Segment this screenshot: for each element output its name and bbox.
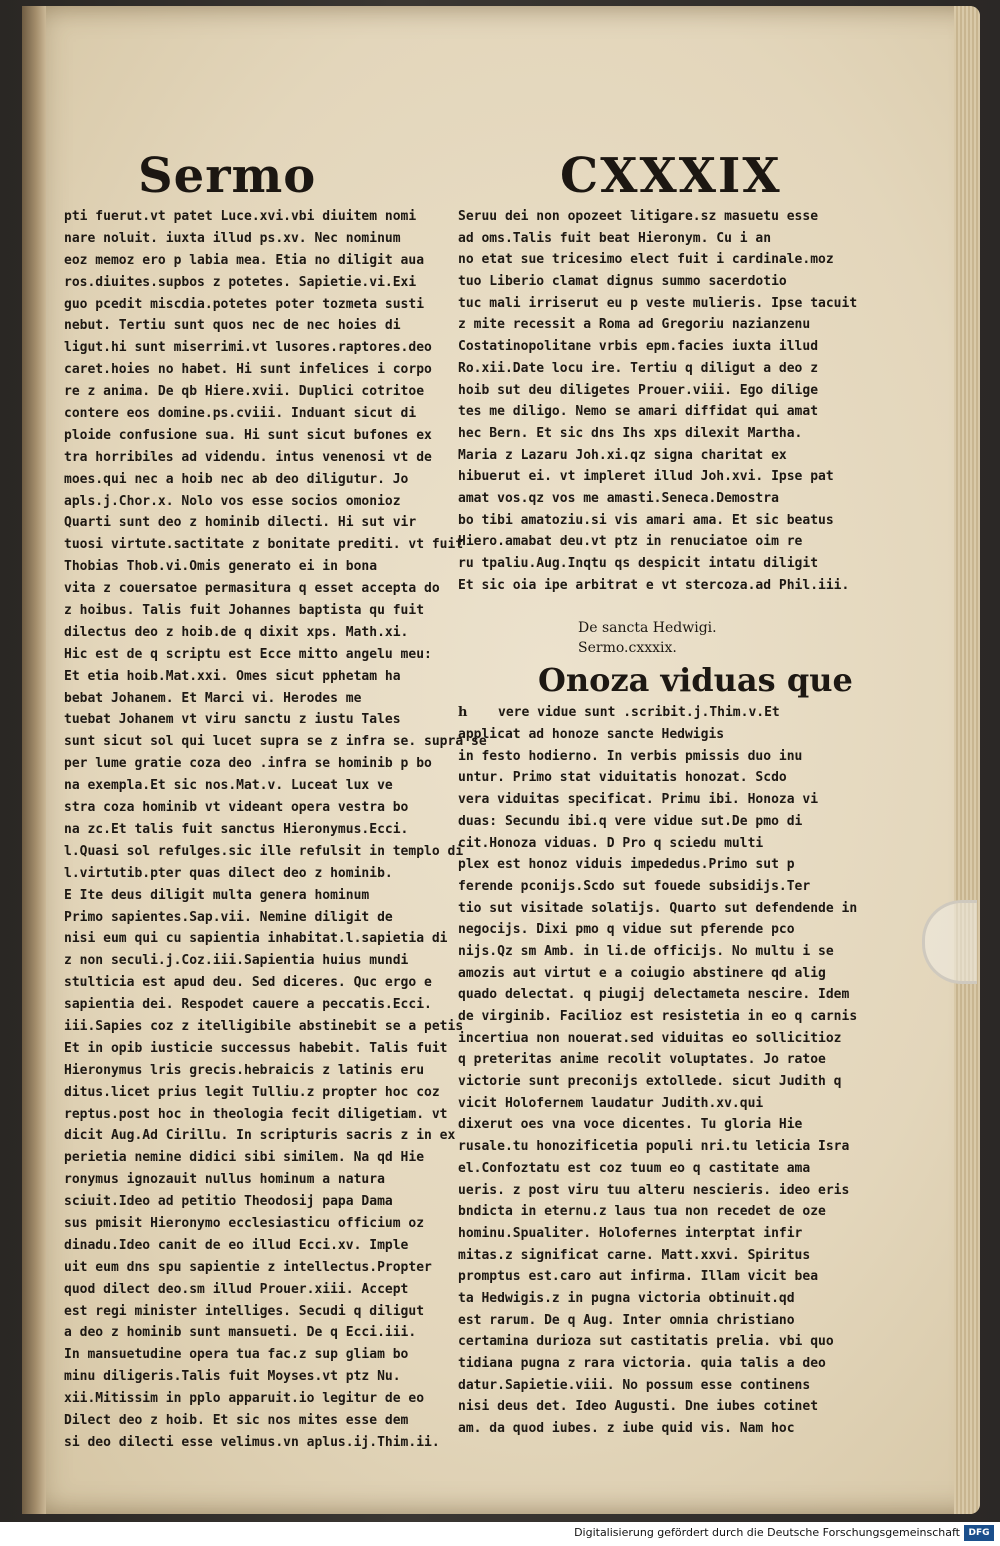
page-edge — [954, 6, 980, 1514]
text-line: am. da quod iubes. z iube quid vis. Nam hoc — [458, 1421, 795, 1437]
marginal-letter: h — [458, 705, 468, 721]
text-line: pti fuerut.vt patet Luce.xvi.vbi diuitem nomi — [64, 209, 417, 224]
text-line: Thobias Thob.vi.Omis generato ei in bona — [64, 559, 378, 575]
text-line: In mansuetudine opera tua fac.z sup gliam bo — [64, 1347, 409, 1363]
text-line: a deo z hominib sunt mansueti. De q Ecci.iii. — [64, 1325, 417, 1341]
text-line: plex est honoz viduis impededus.Primo sut p — [458, 857, 795, 873]
text-line: sapientia dei. Respodet cauere a peccatis.Ecci. — [64, 997, 432, 1013]
text-line: dinadu.Ideo canit de eo illud Ecci.xv. Imple — [64, 1237, 409, 1253]
text-line: ligut.hi sunt miserrimi.vt lusores.raptores.deo — [64, 340, 432, 356]
text-line: est regi minister intelliges. Secudi q diligut — [64, 1303, 425, 1319]
text-line: z hoibus. Talis fuit Johannes baptista qu fuit — [64, 603, 425, 619]
text-line: hec Bern. Et sic dns Ihs xps dilexit Martha. — [458, 425, 803, 441]
text-line: iii.Sapies coz z itelligibile abstinebit se a petis — [64, 1018, 464, 1034]
text-line: cit.Honoza viduas. D Pro q sciedu multi — [458, 835, 764, 851]
text-line: quod dilect deo.sm illud Prouer.xiii. Accept — [64, 1281, 409, 1297]
text-line: vera viduitas specificat. Primu ibi. Honoza vi — [458, 792, 819, 808]
text-line: moes.qui nec a hoib nec ab deo diligutur. Jo — [64, 471, 409, 487]
text-line: tidiana pugna z rara victoria. quia talis a deo — [458, 1356, 826, 1371]
text-line: ferende pconijs.Scdo sut fouede subsidijs.Ter — [458, 878, 811, 894]
text-line: Hiero.amabat deu.vt ptz in renuciatoe oim re — [458, 534, 803, 550]
text-line: dicit Aug.Ad Cirillu. In scripturis sacris z in ex — [64, 1128, 456, 1144]
text-line: Et etia hoib.Mat.xxi. Omes sicut pphetam ha — [64, 668, 401, 684]
text-line: Dilect deo z hoib. Et sic nos mites esse dem — [64, 1412, 409, 1428]
text-line: sus pmisit Hieronymo ecclesiasticu officium oz — [64, 1215, 425, 1231]
text-line: na zc.Et talis fuit sanctus Hieronymus.Ecci. — [64, 821, 409, 837]
right-column-bottom-text — [458, 702, 858, 1439]
text-line: bndicta in eternu.z laus tua non recedet de oze — [458, 1204, 826, 1220]
text-line: amozis aut virtut e a coiugio abstinere qd alig — [458, 965, 826, 981]
text-line: applicat ad honoze sancte Hedwigis — [458, 727, 725, 743]
text-line: apls.j.Chor.x. Nolo vos esse socios omonioz — [64, 493, 401, 509]
text-line: ploide confusione sua. Hi sunt sicut bufones ex — [64, 427, 432, 443]
text-line: Costatinopolitane vrbis epm.facies iuxta illud — [458, 339, 819, 355]
text-line: Ro.xii.Date locu ire. Tertiu q diligut a deo z — [458, 360, 819, 376]
text-line: l.virtutib.pter quas dilect deo z hominib. — [64, 865, 393, 881]
text-line: ad oms.Talis fuit beat Hieronym. Cu i an — [458, 230, 772, 246]
text-line: datur.Sapietie.viii. No possum esse continens — [458, 1377, 811, 1393]
text-line: hibuerut ei. vt impleret illud Joh.xvi. Ipse pat — [458, 469, 834, 485]
text-line: Hic est de q scriptu est Ecce mitto angelu meu: — [64, 646, 432, 662]
text-line: tes me diligo. Nemo se amari diffidat qui amat — [458, 404, 819, 420]
text-line: Seruu dei non opozeet litigare.sz masuetu esse — [458, 209, 819, 224]
text-line: in festo hodierno. In verbis pmissis duo inu — [458, 748, 803, 764]
text-line: dixerut oes vna voce dicentes. Tu gloria Hie — [458, 1117, 803, 1133]
page-gutter — [22, 6, 46, 1514]
text-line: hoib sut deu diligetes Prouer.viii. Ego dilige — [458, 382, 819, 398]
text-line: bebat Johanem. Et Marci vi. Herodes me — [64, 690, 362, 706]
text-line: re z anima. De qb Hiere.xvii. Duplici cotritoe — [64, 384, 425, 400]
text-line: si deo dilecti esse velimus.vn aplus.ij.Thim.ii. — [64, 1434, 440, 1450]
text-line: ditus.licet prius legit Tulliu.z propter hoc coz — [64, 1084, 440, 1100]
text-line: incertiua non nouerat.sed viduitas eo sollicitioz — [458, 1030, 842, 1046]
text-line: q preteritas anime recolit voluptates. Jo ratoe — [458, 1052, 826, 1068]
text-line: ta Hedwigis.z in pugna victoria obtinuit.qd — [458, 1290, 795, 1306]
text-line: perietia nemine didici sibi similem. Na qd Hie — [64, 1150, 425, 1166]
text-line: ros.diuites.supbos z potetes. Sapietie.vi.Exi — [64, 274, 417, 290]
text-line: vita z couersatoe permasitura q esset accepta do — [64, 581, 440, 597]
text-line: Primo sapientes.Sap.vii. Nemine diligit de — [64, 909, 393, 925]
text-line: eoz memoz ero p labia mea. Etia no diligit aua — [64, 252, 425, 268]
text-line: z non seculi.j.Coz.iii.Sapientia huius mundi — [64, 953, 409, 969]
text-line: nebut. Tertiu sunt quos nec de nec hoies di — [64, 318, 401, 334]
text-line: nisi eum qui cu sapientia inhabitat.l.sapietia di — [64, 931, 448, 947]
text-line: mitas.z significat carne. Matt.xxvi. Spiritus — [458, 1247, 811, 1263]
text-line: sciuit.Ideo ad petitio Theodosij papa Dama — [64, 1194, 393, 1210]
text-line: Quarti sunt deo z hominib dilecti. Hi sut vir — [64, 515, 417, 531]
text-line: tuo Liberio clamat dignus summo sacerdotio — [458, 274, 787, 290]
text-line: est rarum. De q Aug. Inter omnia christiano — [458, 1312, 795, 1328]
text-line: contere eos domine.ps.cviii. Induant sicut di — [64, 406, 417, 422]
text-line: per lume gratie coza deo .infra se hominib p bo — [64, 756, 432, 772]
text-line: nisi deus det. Ideo Augusti. Dne iubes cotinet — [458, 1399, 819, 1415]
text-line: victorie sunt preconijs extollede. sicut Judith q — [458, 1074, 842, 1090]
section-subtitle: Sermo.cxxxix. — [578, 640, 677, 657]
text-line: Hieronymus lris grecis.hebraicis z latinis eru — [64, 1062, 425, 1078]
text-line: stra coza hominib vt videant opera vestra bo — [64, 800, 409, 816]
text-line: promptus est.caro aut infirma. Illam vicit bea — [458, 1269, 819, 1285]
text-line: na exempla.Et sic nos.Mat.v. Luceat lux ve — [64, 778, 393, 794]
text-line: untur. Primo stat viduitatis honozat. Scdo — [458, 770, 787, 786]
text-line — [458, 702, 836, 724]
text-line: vicit Holofernem laudatur Judith.xv.qui — [458, 1095, 764, 1111]
text-line: el.Confoztatu est coz tuum eo q castitate ama — [458, 1160, 811, 1176]
text-line: tuosi virtute.sactitate z bonitate prediti. vt fuit — [64, 537, 464, 553]
dfg-logo: DFG — [964, 1525, 994, 1541]
text-line: nare noluit. iuxta illud ps.xv. Nec nominum — [64, 230, 401, 246]
text-line: ueris. z post viru tuu alteru nescieris. ideo eris — [458, 1182, 850, 1198]
text-line: uit eum dns spu sapientie z intellectus.Propter — [64, 1259, 432, 1275]
text-line: Et sic oia ipe arbitrat e vt stercoza.ad Phil.iii. — [458, 577, 850, 593]
text-line: stulticia est apud deu. Sed diceres. Quc ergo e — [64, 975, 432, 991]
text-line: z mite recessit a Roma ad Gregoriu nazianzenu — [458, 317, 811, 333]
text-line-content: vere vidue sunt .scribit.j.Thim.v.Et — [498, 705, 780, 721]
right-column-top-text — [458, 206, 858, 596]
text-line: no etat sue tricesimo elect fuit i cardinale.moz — [458, 252, 834, 268]
text-line: xii.Mitissim in pplo apparuit.io legitur de eo — [64, 1391, 425, 1407]
text-line: ronymus ignozauit nullus hominum a natura — [64, 1172, 385, 1188]
text-line: caret.hoies no habet. Hi sunt infelices i corpo — [64, 362, 432, 378]
text-line: tra horribiles ad videndu. intus venenosi vt de — [64, 449, 432, 465]
text-line: amat vos.qz vos me amasti.Seneca.Demostra — [458, 490, 779, 506]
text-line: reptus.post hoc in theologia fecit diligetiam. vt — [64, 1106, 448, 1122]
text-line: Maria z Lazaru Joh.xi.qz signa charitat ex — [458, 447, 787, 463]
text-line: tuc mali irriserut eu p veste mulieris. Ipse tacuit — [458, 295, 858, 311]
text-line: rusale.tu honozificetia populi nri.tu leticia Isra — [458, 1139, 850, 1155]
text-line: quado delectat. q piugij delectameta nescire. Idem — [458, 987, 850, 1003]
footer-bar — [0, 1522, 1000, 1546]
section-title: De sancta Hedwigi. — [578, 620, 717, 637]
text-line: E Ite deus diligit multa genera hominum — [64, 887, 370, 903]
left-column — [64, 206, 487, 1454]
text-line: hominu.Spualiter. Holofernes interptat infir — [458, 1225, 803, 1241]
text-line: minu diligeris.Talis fuit Moyses.vt ptz Nu. — [64, 1369, 401, 1385]
text-line: de virginib. Facilioz est resistetia in eo q carnis — [458, 1009, 858, 1024]
running-head-sermo: Sermo — [138, 148, 317, 204]
text-line: ru tpaliu.Aug.Inqtu qs despicit intatu diligit — [458, 556, 819, 571]
text-line: duas: Secundu ibi.q vere vidue sut.De pmo di — [458, 813, 803, 829]
text-line: certamina durioza sut castitatis prelia. vbi quo — [458, 1334, 834, 1350]
text-line: bo tibi amatoziu.si vis amari ama. Et sic beatus — [458, 512, 834, 528]
text-line: negocijs. Dixi pmo q vidue sut pferende pco — [458, 922, 795, 938]
text-line: sunt sicut sol qui lucet supra se z infra se. supra se — [64, 734, 487, 750]
text-line: tuebat Johanem vt viru sanctu z iustu Tales — [64, 712, 401, 728]
folio-number: CXXXIX — [560, 148, 782, 204]
footer-credit: Digitalisierung gefördert durch die Deutsche Forschungsgemeinschaft — [574, 1526, 960, 1539]
right-column — [458, 206, 858, 1440]
text-line: guo pcedit miscdia.potetes poter tozmeta susti — [64, 296, 425, 312]
section-opening: Onoza viduas que — [538, 661, 853, 700]
text-line: l.Quasi sol refulges.sic ille refulsit in templo di — [64, 843, 464, 859]
text-line: dilectus deo z hoib.de q dixit xps. Math.xi. — [64, 624, 409, 640]
text-line: nijs.Qz sm Amb. in li.de officijs. No multu i se — [458, 943, 834, 959]
text-line: tio sut visitade solatijs. Quarto sut defendende in — [458, 900, 858, 916]
text-line: Et in opib iusticie successus habebit. Talis fuit — [64, 1040, 448, 1056]
